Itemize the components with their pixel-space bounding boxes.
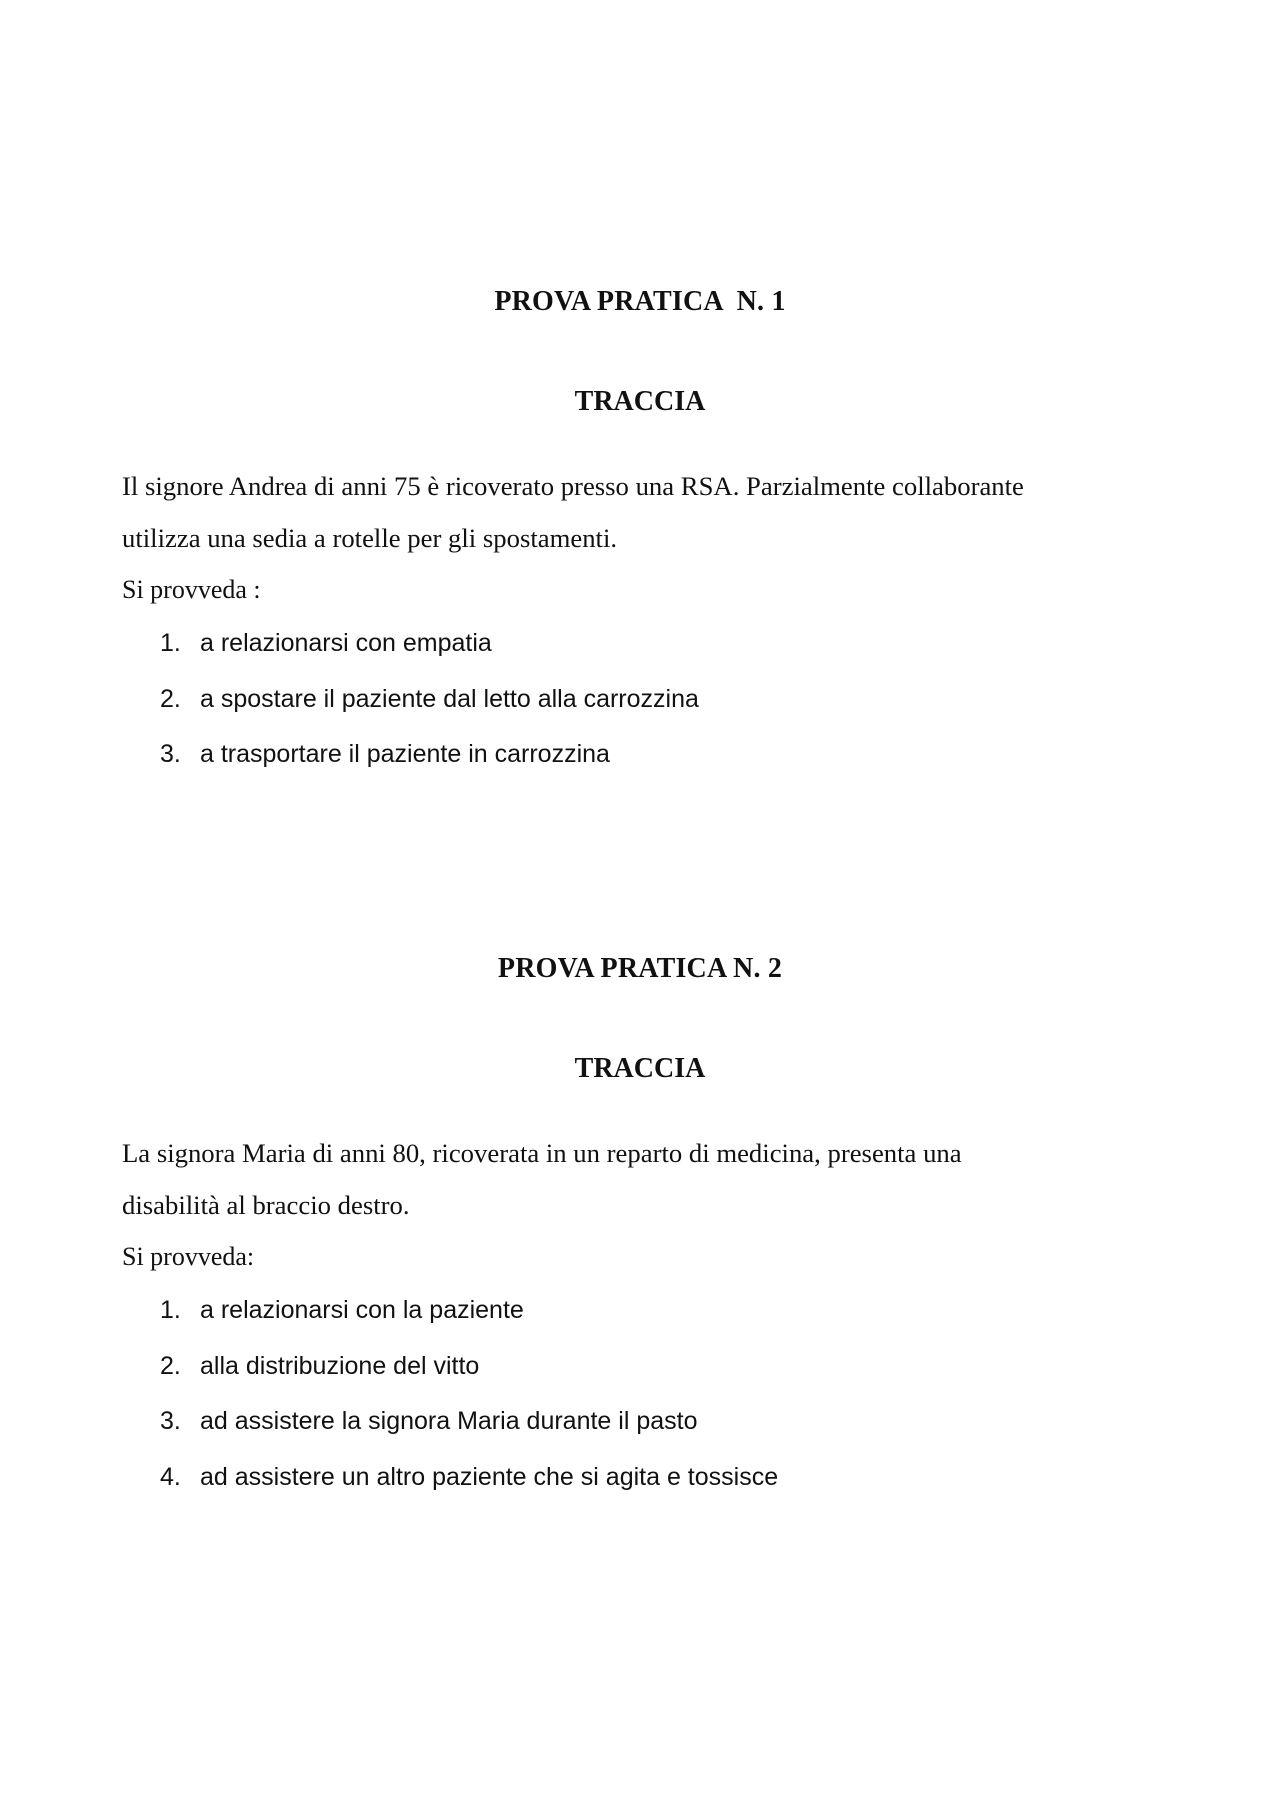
paragraph-line: disabilità al braccio destro. [122, 1190, 410, 1220]
section-body [122, 1127, 1158, 1505]
section-subtitle: TRACCIA [574, 1053, 706, 1084]
list-item-number: 3. [160, 1407, 181, 1435]
list-item [122, 1394, 1158, 1450]
list-item-number: 1. [160, 1296, 181, 1324]
section-body [122, 460, 1158, 783]
paragraph-line: utilizza una sedia a rotelle per gli spostamenti. [122, 523, 618, 553]
section-title: PROVA PRATICA N. 1 [494, 286, 786, 317]
list-item-text: a spostare il paziente dal letto alla carrozzina [200, 684, 699, 713]
paragraph-line: La signora Maria di anni 80, ricoverata in un reparto di medicina, presenta una [122, 1138, 962, 1168]
list-item-text: ad assistere un altro paziente che si agita e tossisce [200, 1462, 779, 1491]
list-item-text: a trasportare il paziente in carrozzina [200, 740, 610, 768]
list-item [122, 616, 1158, 672]
list-item [122, 727, 1158, 783]
list-item [122, 1283, 1158, 1339]
list-item-text: a relazionarsi con empatia [200, 629, 492, 657]
prova-pratica-1-section [122, 282, 1158, 783]
list-item [122, 672, 1158, 728]
list-item [122, 1450, 1158, 1506]
instruction-text: Si provveda : [122, 575, 261, 604]
list-item-text: a relazionarsi con la paziente [200, 1296, 524, 1324]
list-item-text: ad assistere la signora Maria durante il pasto [200, 1407, 698, 1435]
list-item-number: 3. [160, 740, 181, 768]
list-item-text: alla distribuzione del vitto [200, 1351, 480, 1380]
list-item-number: 2. [160, 1351, 181, 1380]
section-subtitle: TRACCIA [574, 386, 706, 417]
task-list [122, 1283, 1158, 1505]
list-item-number: 1. [160, 629, 181, 657]
list-item-number: 2. [160, 684, 181, 713]
section-title: PROVA PRATICA N. 2 [497, 953, 783, 984]
list-item [122, 1339, 1158, 1395]
list-item-number: 4. [160, 1462, 181, 1491]
instruction-text: Si provveda: [122, 1242, 255, 1271]
prova-pratica-2-section [122, 949, 1158, 1505]
task-list [122, 616, 1158, 783]
paragraph-line: Il signore Andrea di anni 75 è ricoverato presso una RSA. Parzialmente collaborante [122, 471, 1024, 501]
